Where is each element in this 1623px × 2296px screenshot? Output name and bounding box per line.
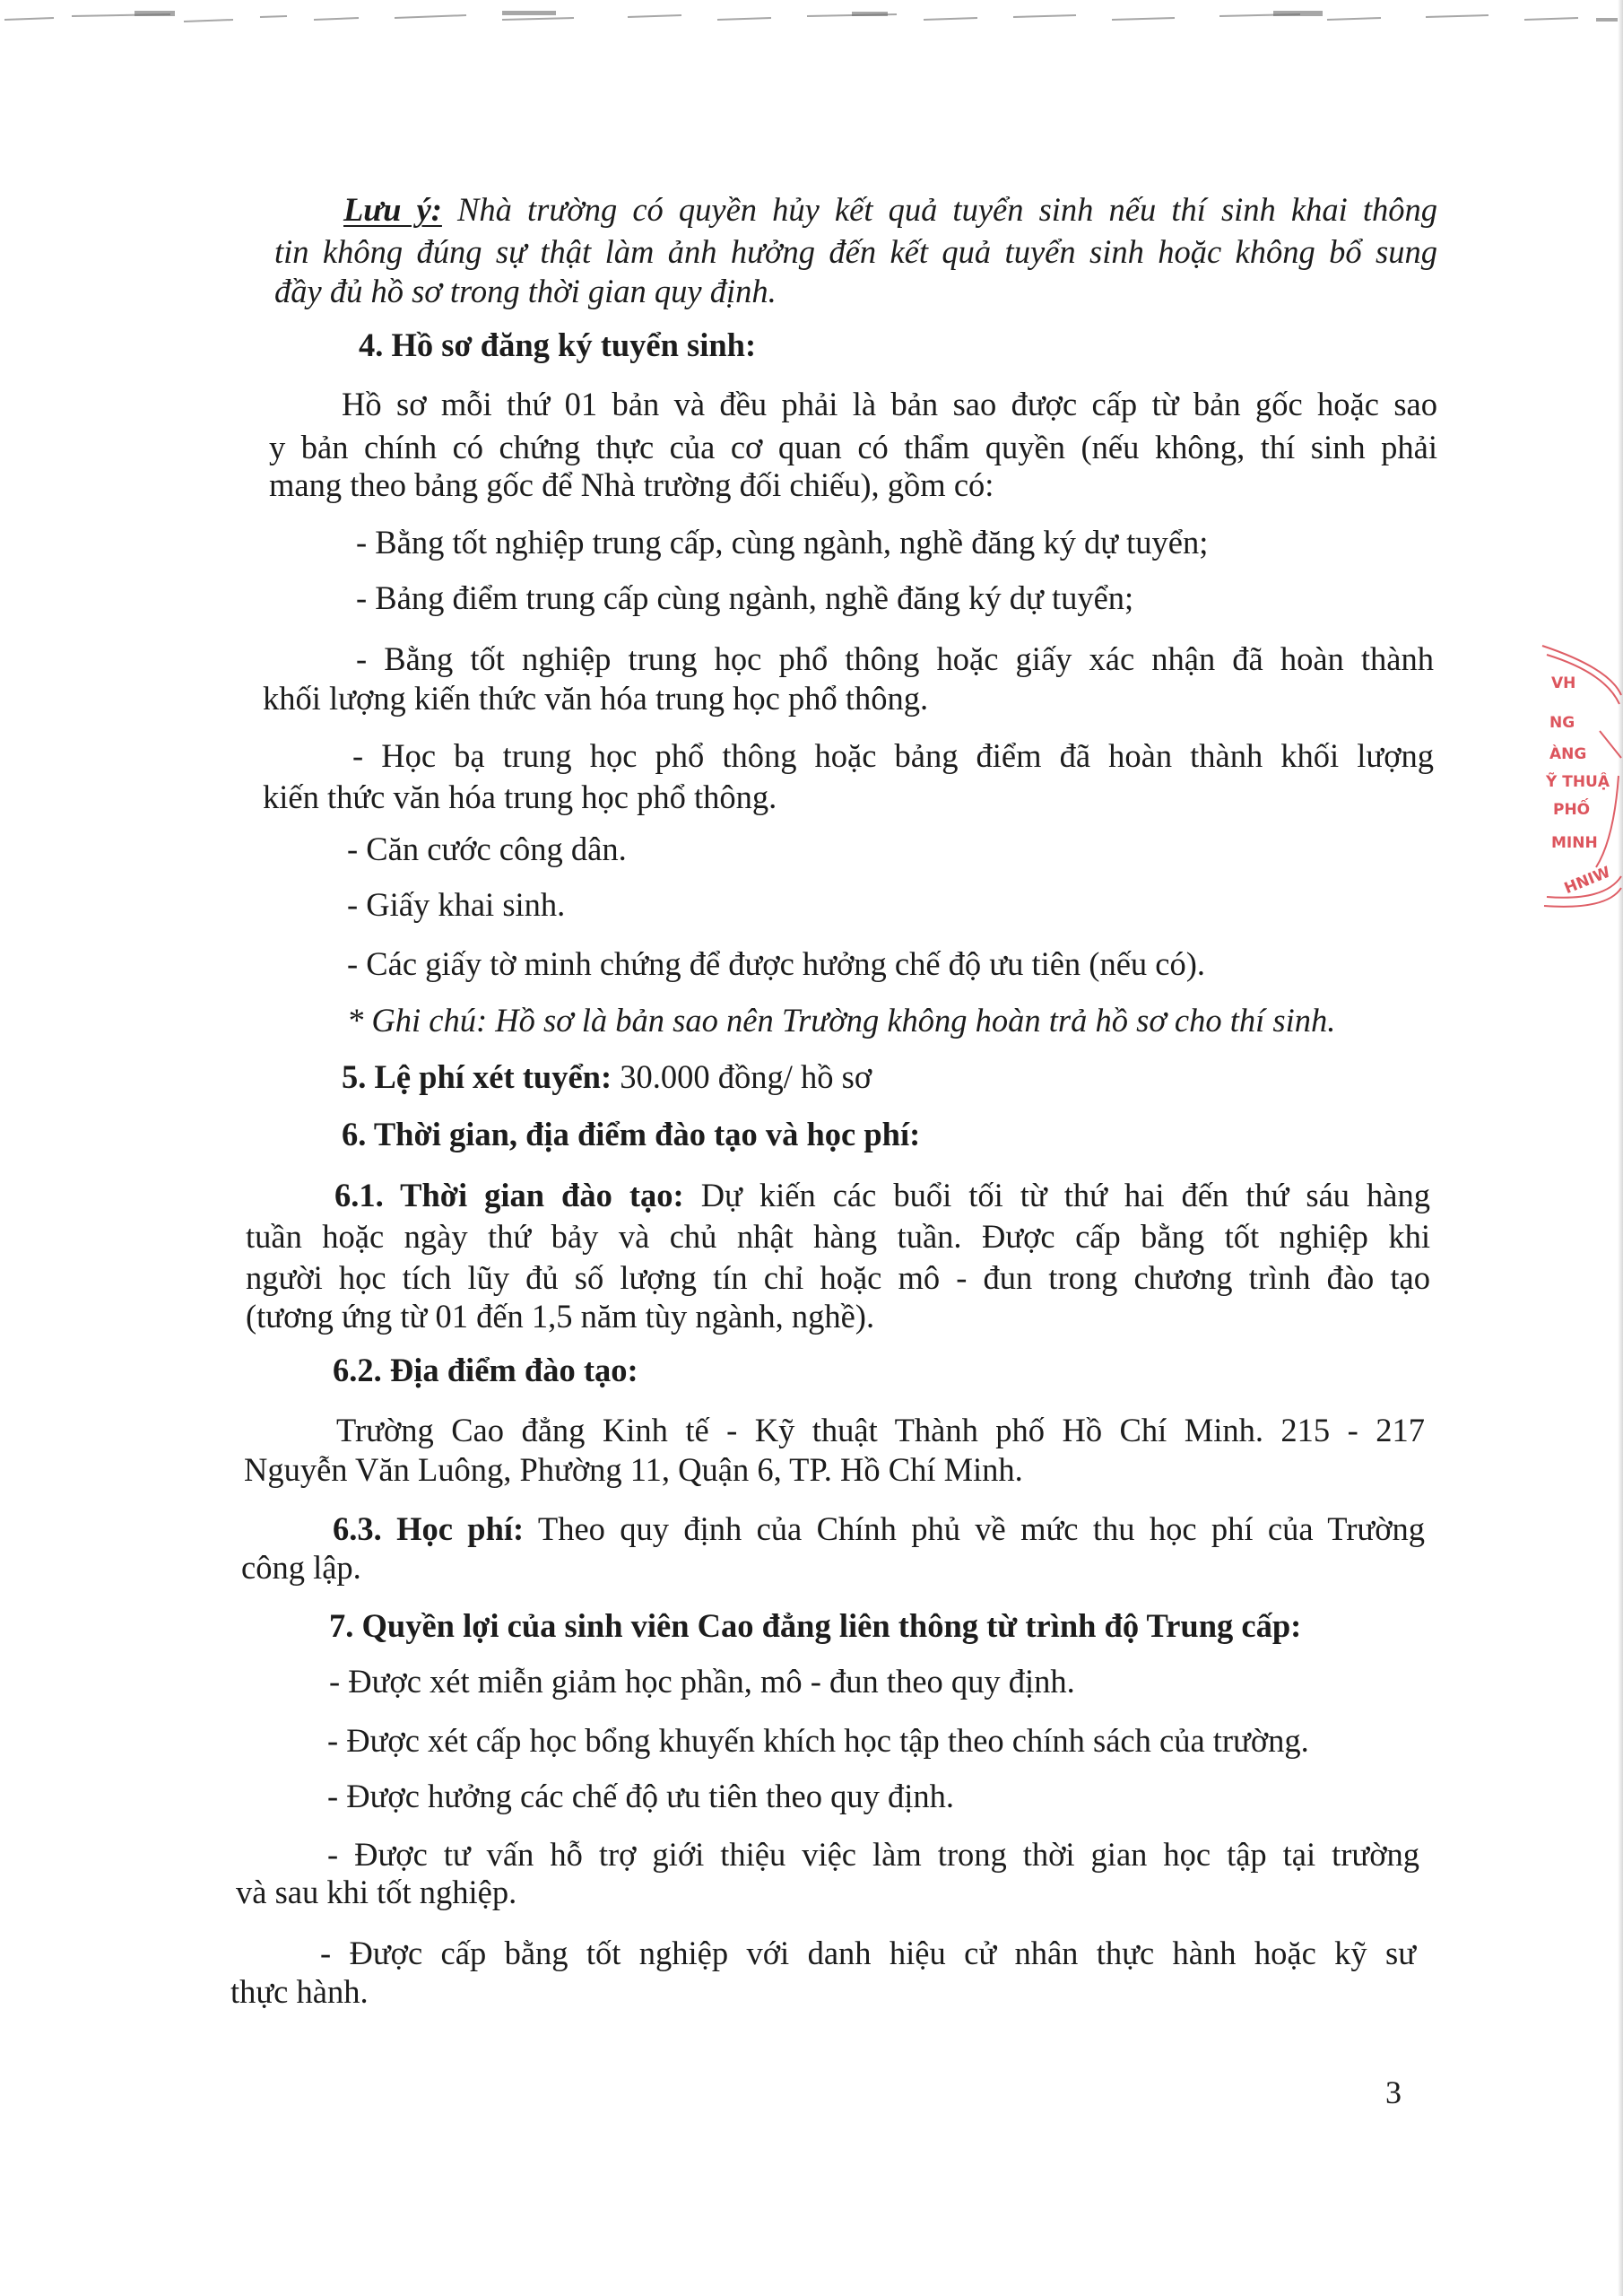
note-line-3: đầy đủ hồ sơ trong thời gian quy định. (274, 273, 777, 309)
section6-1-line-3: người học tích lũy đủ số lượng tín chỉ hoặc mô - đun trong chương trình đào tạo (246, 1259, 1430, 1296)
seal-text: Ỹ THUẬ (1546, 773, 1610, 791)
section4-item: - Các giấy tờ minh chứng để được hưởng chế độ ưu tiên (nếu có). (347, 945, 1206, 982)
page-edge-shadow (1618, 0, 1623, 2296)
section4-intro-2: y bản chính có chứng thực của cơ quan có thẩm quyền (nếu không, thí sinh phải (269, 429, 1437, 465)
section6-1-line-1: 6.1. Thời gian đào tạo: Dự kiến các buổi tối từ thứ hai đến thứ sáu hàng (334, 1177, 1430, 1213)
seal-text: ÀNG (1549, 745, 1587, 763)
section5-line (342, 1057, 872, 1098)
section4-intro-1: Hồ sơ mỗi thứ 01 bản và đều phải là bản sao được cấp từ bản gốc hoặc sao (342, 386, 1437, 422)
page-number: 3 (1385, 2074, 1402, 2110)
section6-1-heading: 6.1. Thời gian đào tạo: (334, 1177, 684, 1213)
section4-heading: 4. Hồ sơ đăng ký tuyển sinh: (359, 326, 757, 363)
section6-1-line-4: (tương ứng từ 01 đến 1,5 năm tùy ngành, nghề). (246, 1298, 875, 1335)
red-seal-stamp (1524, 632, 1623, 937)
section7-item-cont: thực hành. (230, 1973, 369, 2010)
section7-item: - Được tư vấn hỗ trợ giới thiệu việc làm trong thời gian học tập tại trường (327, 1836, 1419, 1873)
section7-item: - Được xét miễn giảm học phần, mô - đun theo quy định. (329, 1663, 1075, 1700)
section4-item-cont: khối lượng kiến thức văn hóa trung học phổ thông. (263, 680, 929, 717)
section7-heading: 7. Quyền lợi của sinh viên Cao đẳng liên thông từ trình độ Trung cấp: (329, 1607, 1302, 1644)
seal-text: PHỐ (1553, 801, 1591, 819)
section7-item-cont: và sau khi tốt nghiệp. (236, 1874, 517, 1910)
section6-3-heading: 6.3. Học phí: (333, 1510, 525, 1547)
section6-2-line-2: Nguyễn Văn Luông, Phường 11, Quận 6, TP. Hồ Chí Minh. (244, 1451, 1023, 1488)
seal-text: HNIW (1561, 863, 1613, 899)
section6-heading: 6. Thời gian, địa điểm đào tạo và học phí: (342, 1116, 921, 1152)
section4-intro-3: mang theo bảng gốc để Nhà trường đối chiếu), gồm có: (269, 466, 994, 503)
section7-item: - Được xét cấp học bổng khuyến khích học tập theo chính sách của trường. (327, 1722, 1309, 1759)
seal-text: MINH (1551, 834, 1598, 852)
section6-2-line-1: Trường Cao đẳng Kinh tế - Kỹ thuật Thành phố Hồ Chí Minh. 215 - 217 (336, 1412, 1425, 1448)
section4-item: - Bằng tốt nghiệp trung học phổ thông hoặc giấy xác nhận đã hoàn thành (356, 640, 1434, 677)
section7-item: - Được hưởng các chế độ ưu tiên theo quy định. (327, 1778, 955, 1814)
section6-3-line-1: 6.3. Học phí: Theo quy định của Chính phủ về mức thu học phí của Trường (333, 1510, 1425, 1547)
seal-text: VH (1551, 674, 1576, 692)
section7-item: - Được cấp bằng tốt nghiệp với danh hiệu cử nhân thực hành hoặc kỹ sư (320, 1935, 1416, 1971)
section6-2-heading: 6.2. Địa điểm đào tạo: (333, 1352, 638, 1388)
seal-text: NG (1549, 714, 1575, 732)
section6-1-line-2: tuần hoặc ngày thứ bảy và chủ nhật hàng tuần. Được cấp bằng tốt nghiệp khi (246, 1218, 1430, 1255)
section4-item: - Căn cước công dân. (347, 831, 627, 867)
section4-item: - Bằng tốt nghiệp trung cấp, cùng ngành, nghề đăng ký dự tuyển; (356, 524, 1209, 561)
scan-artifact-strip (0, 0, 1623, 36)
section4-item: - Học bạ trung học phổ thông hoặc bảng điểm đã hoàn thành khối lượng (352, 737, 1434, 774)
section6-3-line-2: công lập. (241, 1549, 361, 1586)
section5-value: 30.000 đồng/ hồ sơ (612, 1058, 872, 1095)
section4-item: - Bảng điểm trung cấp cùng ngành, nghề đăng ký dự tuyển; (356, 579, 1134, 616)
note-line-2: tin không đúng sự thật làm ảnh hưởng đến kết quả tuyển sinh hoặc không bổ sung (274, 233, 1437, 270)
note-line-1: Lưu ý: Nhà trường có quyền hủy kết quả tuyển sinh nếu thí sinh khai thông (343, 191, 1437, 228)
note-label: Lưu ý: (343, 191, 442, 228)
section4-remark: * Ghi chú: Hồ sơ là bản sao nên Trường không hoàn trả hồ sơ cho thí sinh. (347, 1002, 1336, 1039)
section4-item-cont: kiến thức văn hóa trung học phổ thông. (263, 778, 777, 815)
section4-item: - Giấy khai sinh. (347, 886, 566, 923)
section5-heading: 5. Lệ phí xét tuyển: (342, 1058, 612, 1095)
